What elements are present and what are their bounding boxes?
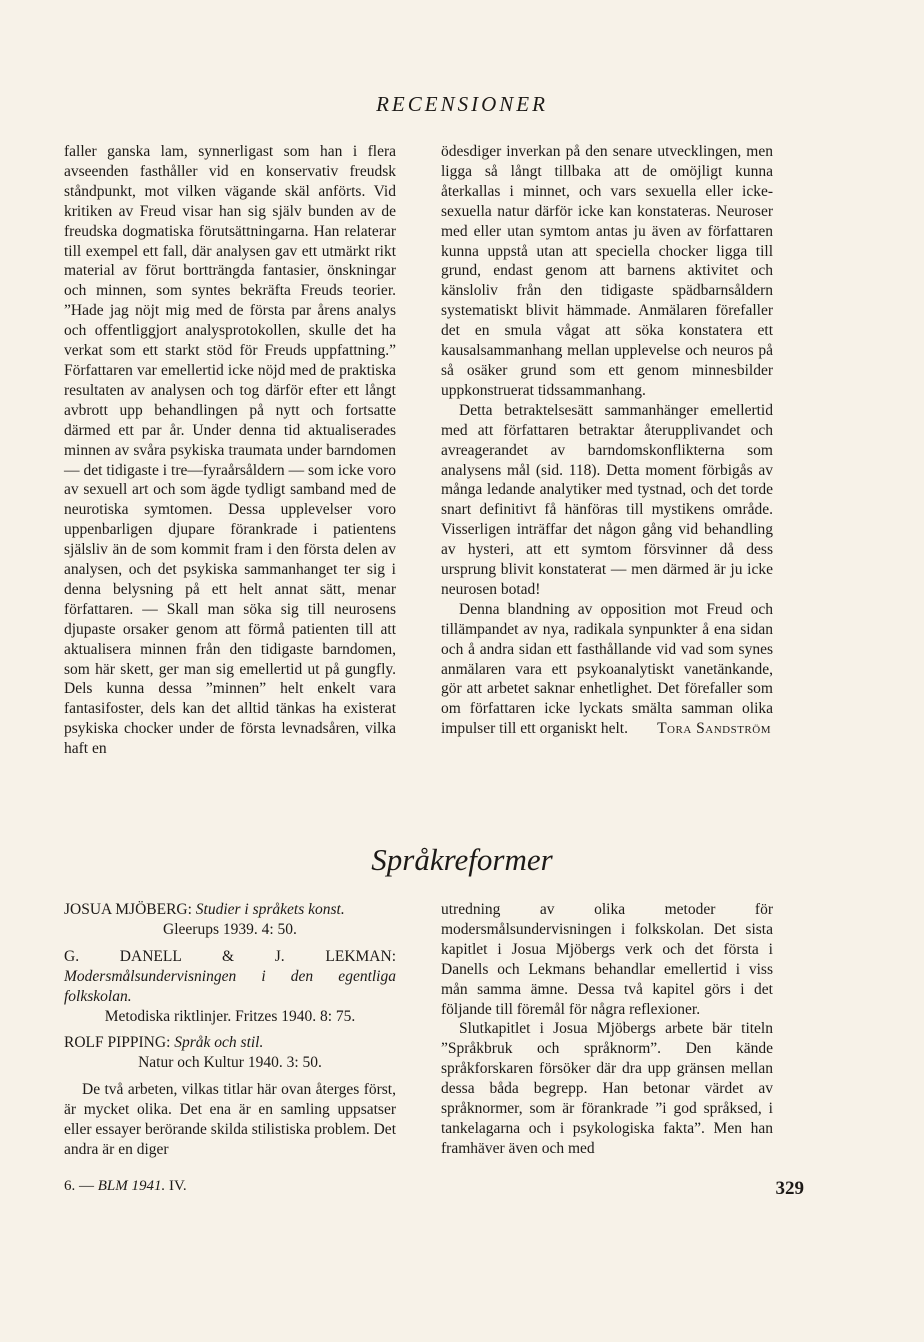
- running-header: RECENSIONER: [376, 92, 548, 116]
- book-title: Studier i språkets konst.: [195, 901, 345, 918]
- footer-signature-mark: 6. —: [64, 1178, 94, 1194]
- book-entry: [64, 900, 396, 940]
- footer-signature: [64, 1178, 187, 1195]
- book-publisher: Metodiska riktlinjer. Fritzes 1940. 8: 75.: [104, 1007, 356, 1025]
- book-entry: [64, 947, 396, 1027]
- book-title: Språk och stil.: [174, 1034, 264, 1052]
- section-paragraph: Slutkapitlet i Josua Mjöbergs arbete bär titeln ”Språkbruk och språknorm”. Den kände språkforskaren försöker där dra upp gränsen mellan dessa båda begrepp. Han betonar värdet av språknormer, som är förankrade ”i god språksed, i tankelagarna och i psykologiska fakta”. Men han framhäver även och med: [441, 1020, 773, 1157]
- review-left-column: [64, 142, 396, 759]
- book-publisher: Natur och Kultur 1940. 3: 50.: [138, 1054, 322, 1072]
- review-paragraph: faller ganska lam, synnerligast som han i flera avseenden fasthåller vid en konservativ freudsk ståndpunkt, mot vilken vägande skäl anförts. Vid kritiken av Freud visar han sig själv bunden av de freudska dogmatiska förutsättningarna. Han relaterar till exempel ett fall, där analysen gav ett utmärkt rikt material av förut bortträngda fantasier, önskningar och minnen, som syntes bekräfta Freuds teorier. ”Hade jag nöjt mig med de första par årens analys och offentliggjort analysprotokollen, skulle det ha verkat som ett starkt stöd för Freuds uppfattning.” Författaren var emellertid icke nöjd med de praktiska resultaten av analysen och tog därför efter ett långt avbrott upp behandlingen på nytt och fortsatte därmed ett par år. Under denna tid aktualiserades minnen av svåra psykiska traumata under barndomen — det tidigaste i tre—fyraårsåldern — som icke voro av sexuell art och som ägde tydligt samband med de neurotiska symtomen. Dessa upplevelser voro uppenbarligen djupare förankrade i patientens själsliv än de som kommit fram i den första delen av analysen, och det psykiska sammanhanget ter sig i denna belysning på ett helt annat sätt, menar författaren. — Skall man söka sig till neurosens djupaste orsaker genom att förmå patienten till att aktualisera minnen från den tidigaste barndomen, som här skett, ger man sig emellertid ut på gungfly. Dels kunna dessa ”minnen” helt enkelt vara fantasifoster, dels kan det alltid tänkas ha existerat psykiska chocker under de första levnadsåren, vilka haft en: [64, 143, 396, 758]
- section-right-column: [441, 900, 773, 1159]
- book-author: JOSUA MJÖBERG:: [64, 901, 192, 918]
- book-title: Modersmålsundervisningen i den egentliga folkskolan.: [64, 967, 396, 1005]
- review-paragraph: ödesdiger inverkan på den senare utvecklingen, men ligga så långt tillbaka att de omöjligt kunna återkallas i minnet, och vars sexuella eller icke-sexuella natur därför icke kan konstateras. Neuroser med eller utan symtom antas ju även av författaren kunna uppstå utan att speciella chocker ligga till grund, endast genom att barnens aktivitet och känsloliv från den tidigaste spädbarnsåldern systematiskt blivit hämmade. Anmälaren förefaller det en smula vågat att söka konstatera ett kausalsammanhang mellan upplevelse och neuros på så osäker grund som ett genom minnesbilder uppkonstruerat tidssammanhang.: [441, 143, 773, 399]
- book-publisher: Gleerups 1939. 4: 50.: [163, 920, 297, 938]
- review-right-column: [441, 142, 773, 739]
- footer-issue: IV.: [169, 1178, 187, 1194]
- review-signature: Tora Sandström: [657, 720, 771, 738]
- section-paragraph: De två arbeten, vilkas titlar här ovan återges först, är mycket olika. Det ena är en samling uppsatser eller essayer berörande skilda stilistiska problem. Det andra är en diger: [64, 1081, 396, 1158]
- book-author: G. DANELL & J. LEKMAN:: [64, 947, 396, 965]
- footer-journal: BLM 1941.: [97, 1178, 166, 1194]
- review-paragraph: [441, 600, 773, 739]
- section-left-column: [64, 900, 396, 1160]
- section-paragraph: utredning av olika metoder för modersmålsundervisningen i folkskolan. Det sista kapitlet i Josua Mjöbergs verk och det första i Danells och Lekmans behandlar emellertid i viss mån samma ämne. Dessa två kapitel görs i det följande till föremål för några reflexioner.: [441, 901, 773, 1018]
- book-author: ROLF PIPPING:: [64, 1034, 171, 1052]
- section-title: Språkreformer: [371, 842, 553, 877]
- page-number: 329: [775, 1178, 804, 1199]
- review-paragraph-text: Denna blandning av opposition mot Freud och tillämpandet av nya, radikala synpunkter å ena sidan och å andra sidan ett fasthållande vid vad som synes anmälaren vara ett psykoanalytiskt vanetänkande, gör att arbetet saknar enhetlighet. Det förefaller som om författaren icke lyckats smälta samman olika impulser till ett organiskt helt.: [441, 600, 773, 738]
- review-paragraph: Detta betraktelsesätt sammanhänger emellertid med att författaren betraktar återupplivandet och avreagerandet av barndomskonflikterna som analysens mål (sid. 118). Detta moment förbigås av många ledande analytiker med tystnad, och det torde snart definitivt få hänföras till mystikens område. Visserligen inträffar det någon gång vid behandling av hysteri, att ett symtom försvinner då dess ursprung blivit konstaterat — men därmed är ju icke neurosen botad!: [441, 401, 773, 598]
- book-entry: [64, 1033, 396, 1073]
